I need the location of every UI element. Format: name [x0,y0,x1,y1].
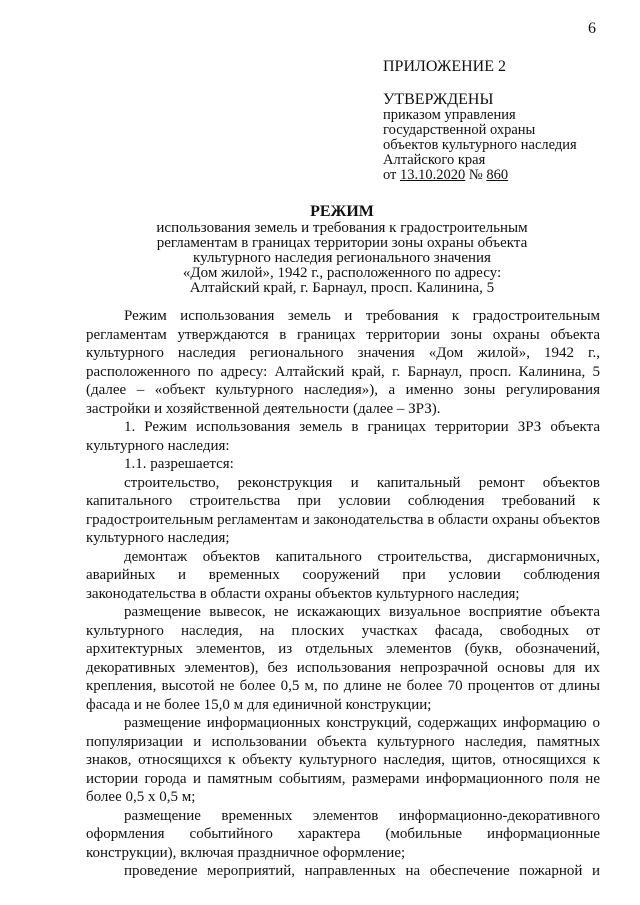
date-prefix: от [383,167,401,183]
paragraph: Режим использования земель и требования к градостроительным регламентам утверждаются в границах территории зоны охраны объекта культурного наследия регионального значения «Дом жилой», 1942 г., расположенного по адресу: Алтайский край, г. Барнаул, просп. Калинина, 5 (далее – «объект культурного наследия»), а именно зоны регулирования застройки и хозяйственной деятельности (далее – ЗРЗ). [86,308,600,417]
title-line: «Дом жилой», 1942 г., расположенного по адресу: [182,265,502,281]
approval-date: 13.10.2020 [400,167,466,183]
title-line: использования земель и требования к градостроительным [156,220,528,236]
document-body [86,307,600,881]
approval-line: приказом управления [383,107,516,123]
approval-number: 860 [486,167,509,183]
approval-heading: УТВЕРЖДЕНЫ [383,91,494,108]
paragraph: строительство, реконструкция и капитальный ремонт объектов капитального строительства при условии соблюдения требований к градостроительным регламентам и законодательства в области охраны объектов культурного наследия; [86,474,600,546]
paragraph: размещение вывесок, не искажающих визуальное восприятие объекта культурного наследия, на плоских участках фасада, свободных от архитектурных элементов, из отдельных элементов (букв, обозначений, декоративных элементов), без использования непрозрачной основы для их крепления, высотой не более 0,5 м, по длине не более 70 процентов от длины фасада и не более 15,0 м для единичной конструкции; [86,604,600,713]
title-line: культурного наследия регионального значения [193,250,491,266]
paragraph: размещение информационных конструкций, содержащих информацию о популяризации и использовании объекта культурного наследия, памятных знаков, относящихся к объекту культурного наследия, щитов, относящихся к истории города и памятным событиям, размерами информационного поля не более 0,5 х 0,5 м; [86,715,600,805]
approval-block [383,92,577,183]
approval-date-line [383,168,577,183]
paragraph: проведение мероприятий, направленных на обеспечение пожарной и [124,863,600,879]
paragraph: демонтаж объектов капитального строительства, дисгармоничных, аварийных и временных сооружений при условии соблюдения законодательства в области охраны объектов культурного наследия; [86,548,600,602]
document-title-block [0,204,640,296]
number-prefix: № [465,167,487,183]
paragraph: 1. Режим использования земель в границах территории ЗРЗ объекта культурного наследия: [86,419,600,454]
approval-line: объектов культурного наследия [383,137,577,153]
paragraph: 1.1. разрешается: [124,456,234,472]
approval-line: Алтайского края [383,152,486,168]
appendix-label: ПРИЛОЖЕНИЕ 2 [383,58,507,75]
title-line: регламентам в границах территории зоны охраны объекта [156,235,528,251]
document-title: РЕЖИМ [310,203,374,220]
paragraph: размещение временных элементов информационно-декоративного оформления событийного характера (мобильные информационные конструкции), включая праздничное оформление; [86,807,600,861]
approval-line: государственной охраны [383,122,536,138]
title-line: Алтайский край, г. Барнаул, просп. Калинина, 5 [189,280,495,296]
page-number: 6 [588,20,596,37]
